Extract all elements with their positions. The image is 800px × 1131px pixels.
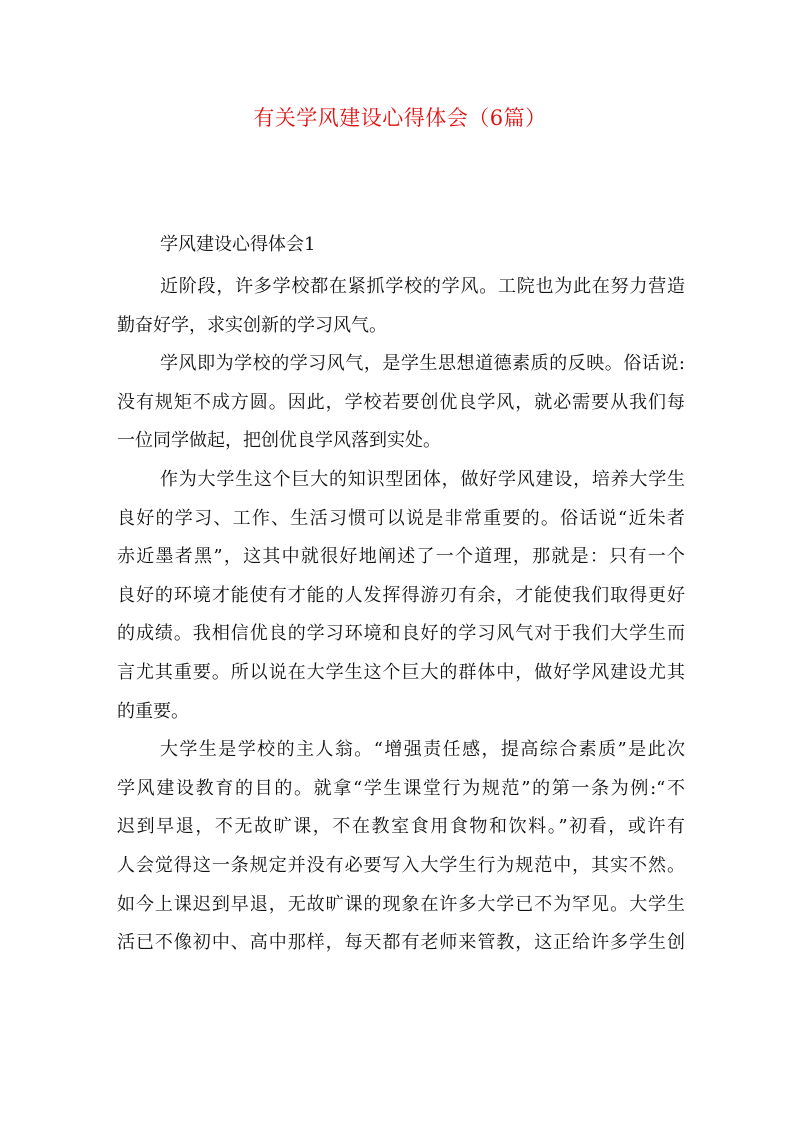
paragraph-4 <box>117 731 685 963</box>
paragraph-3 <box>117 461 685 731</box>
paragraph-line: 良好的环境才能使有才能的人发挥得游刃有余，才能使我们取得更好 <box>117 584 685 606</box>
document-title: 有关学风建设心得体会（6篇） <box>253 106 547 130</box>
paragraph-line: 活已不像初中、高中那样，每天都有老师来管教，这正给许多学生创 <box>117 932 685 954</box>
paragraph-line: 近阶段，许多学校都在紧抓学校的学风。工院也为此在努力营造 <box>160 276 685 297</box>
paragraph-line: 学风即为学校的学习风气，是学生思想道德素质的反映。俗话说: <box>160 353 685 375</box>
paragraph-line: 言尤其重要。所以说在大学生这个巨大的群体中，做好学风建设尤其 <box>117 661 685 683</box>
paragraph-line: 大学生是学校的主人翁。“增强责任感，提高综合素质”是此次 <box>160 739 685 761</box>
paragraph-line: 如今上课迟到早退，无故旷课的现象在许多大学已不为罕见。大学生 <box>117 893 685 915</box>
document-body <box>117 268 685 963</box>
paragraph-line: 一位同学做起，把创优良学风落到实处。 <box>117 430 441 452</box>
paragraph-1 <box>117 268 685 345</box>
paragraph-line: 的成绩。我相信优良的学习环境和良好的学习风气对于我们大学生而 <box>117 623 685 645</box>
section-heading: 学风建设心得体会1 <box>160 234 316 255</box>
paragraph-line: 赤近墨者黑”，这其中就很好地阐述了一个道理，那就是：只有一个 <box>117 546 685 568</box>
paragraph-line: 人会觉得这一条规定并没有必要写入大学生行为规范中，其实不然。 <box>117 854 685 876</box>
paragraph-line: 的重要。 <box>117 700 189 722</box>
paragraph-line: 学风建设教育的目的。就拿“学生课堂行为规范”的第一条为例:“不 <box>117 777 685 799</box>
paragraph-line: 没有规矩不成方圆。因此，学校若要创优良学风，就必需要从我们每 <box>117 391 685 413</box>
paragraph-line: 良好的学习、工作、生活习惯可以说是非常重要的。俗话说“近朱者 <box>117 507 685 529</box>
paragraph-line: 迟到早退，不无故旷课，不在教室食用食物和饮料。”初看，或许有 <box>117 816 685 838</box>
paragraph-line: 勤奋好学，求实创新的学习风气。 <box>117 314 387 336</box>
paragraph-2 <box>117 345 685 461</box>
paragraph-line: 作为大学生这个巨大的知识型团体，做好学风建设，培养大学生 <box>160 468 685 490</box>
